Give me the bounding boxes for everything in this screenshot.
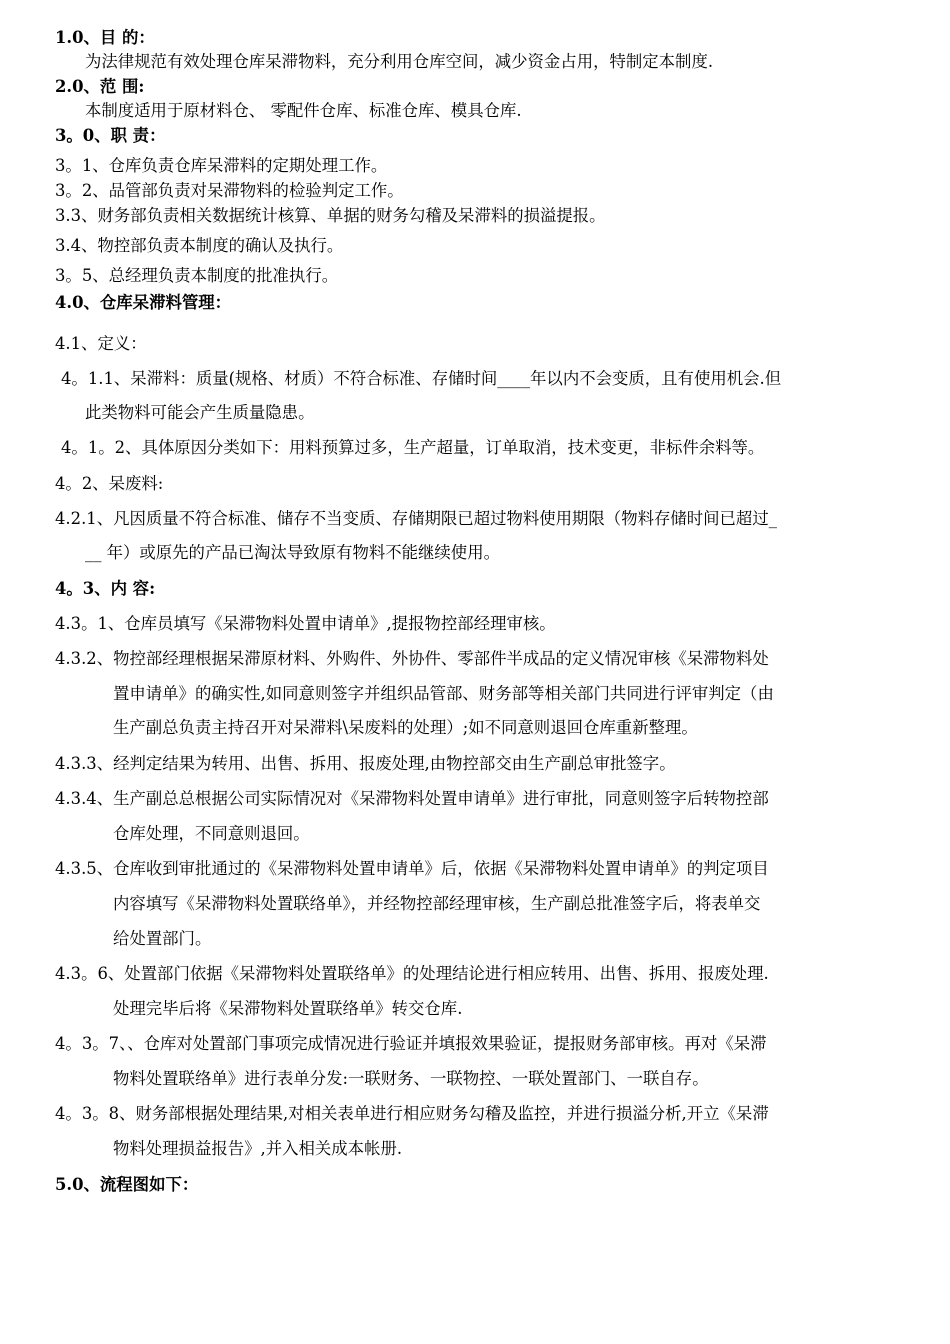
item-3-4: 3.4、物控部负责本制度的确认及执行。 <box>55 236 344 255</box>
item-3-2: 3。2、品管部负责对呆滞物料的检验判定工作。 <box>55 181 404 200</box>
section-4-heading: 4.0、仓库呆滞料管理： <box>55 293 232 312</box>
section-3-heading: 3。0、职 责： <box>55 126 166 145</box>
item-4-3-5-line2: 内容填写《呆滞物料处置联络单》，并经物控部经理审核，生产副总批准签字后，将表单交 <box>113 894 761 913</box>
item-4-3-4-line2: 仓库处理，不同意则退回。 <box>113 824 310 843</box>
item-4-1-1-line1: 4。1.1、呆滞料：质量(规格、材质）不符合标准、存储时间____年以内不会变质，且有使用机会.但 <box>61 369 782 388</box>
item-4-2: 4。2、呆废料: <box>55 474 164 493</box>
section-1-body: 为法律规范有效处理仓库呆滞物料，充分利用仓库空间，减少资金占用，特制定本制度. <box>85 52 714 71</box>
item-4-1-1-line2: 此类物料可能会产生质量隐患。 <box>85 403 315 422</box>
item-4-3-7-line1: 4。3。7、、仓库对处置部门事项完成情况进行验证并填报效果验证，提报财务部审核。再对《呆滞 <box>55 1034 767 1053</box>
item-4-3-6-line1: 4.3。6、处置部门依据《呆滞物料处置联络单》的处理结论进行相应转用、出售、拆用、报废处理. <box>55 964 769 983</box>
item-4-3-2-line2: 置申请单》的确实性,如同意则签字并组织品管部、财务部等相关部门共同进行评审判定（由 <box>113 684 774 703</box>
item-4-1: 4.1、定义： <box>55 334 147 353</box>
item-4-3-2-line3: 生产副总负责主持召开对呆滞料\呆废料的处理）;如不同意则退回仓库重新整理。 <box>113 718 698 737</box>
item-4-1-2: 4。1。2、具体原因分类如下：用料预算过多，生产超量，订单取消，技术变更，非标件余料等。 <box>61 438 765 457</box>
section-2-heading: 2.0、范 围: <box>55 77 145 96</box>
section-1-heading: 1.0、目 的： <box>55 28 155 47</box>
item-3-5: 3。5、总经理负责本制度的批准执行。 <box>55 266 339 285</box>
section-5-heading: 5.0、流程图如下： <box>55 1175 199 1194</box>
item-4-3-4-line1: 4.3.4、生产副总总根据公司实际情况对《呆滞物料处置申请单》进行审批，同意则签字后转物控部 <box>55 789 769 808</box>
item-4-3-8-line2: 物料处理损益报告》,并入相关成本帐册. <box>113 1139 403 1158</box>
item-4-3-1: 4.3。1、仓库员填写《呆滞物料处置申请单》,提报物控部经理审核。 <box>55 614 556 633</box>
section-2-body: 本制度适用于原材料仓、 零配件仓库、标准仓库、模具仓库. <box>85 101 522 120</box>
item-4-3-7-line2: 物料处置联络单》进行表单分发:一联财务、一联物控、一联处置部门、一联自存。 <box>113 1069 709 1088</box>
item-4-2-1-line2: __ 年）或原先的产品已淘汰导致原有物料不能继续使用。 <box>85 543 500 562</box>
item-4-3-8-line1: 4。3。8、财务部根据处理结果,对相关表单进行相应财务勾稽及监控，并进行损溢分析,开立《呆滞 <box>55 1104 769 1123</box>
item-4-3-3: 4.3.3、经判定结果为转用、出售、拆用、报废处理,由物控部交由生产副总审批签字。 <box>55 754 676 773</box>
item-4-2-1-line1: 4.2.1、凡因质量不符合标准、储存不当变质、存储期限已超过物料使用期限（物料存储时间已超过_ <box>55 509 777 528</box>
item-4-3-5-line1: 4.3.5、仓库收到审批通过的《呆滞物料处置申请单》后，依据《呆滞物料处置申请单》的判定项目 <box>55 859 769 878</box>
item-4-3-2-line1: 4.3.2、物控部经理根据呆滞原材料、外购件、外协件、零部件半成品的定义情况审核《呆滞物料处 <box>55 649 769 668</box>
item-4-3-6-line2: 处理完毕后将《呆滞物料处置联络单》转交仓库. <box>113 999 463 1018</box>
section-4-3-heading: 4。3、内 容: <box>55 579 156 598</box>
item-4-3-5-line3: 给处置部门。 <box>113 929 212 948</box>
item-3-1: 3。1、仓库负责仓库呆滞料的定期处理工作。 <box>55 156 388 175</box>
item-3-3: 3.3、财务部负责相关数据统计核算、单据的财务勾稽及呆滞料的损溢提报。 <box>55 206 606 225</box>
